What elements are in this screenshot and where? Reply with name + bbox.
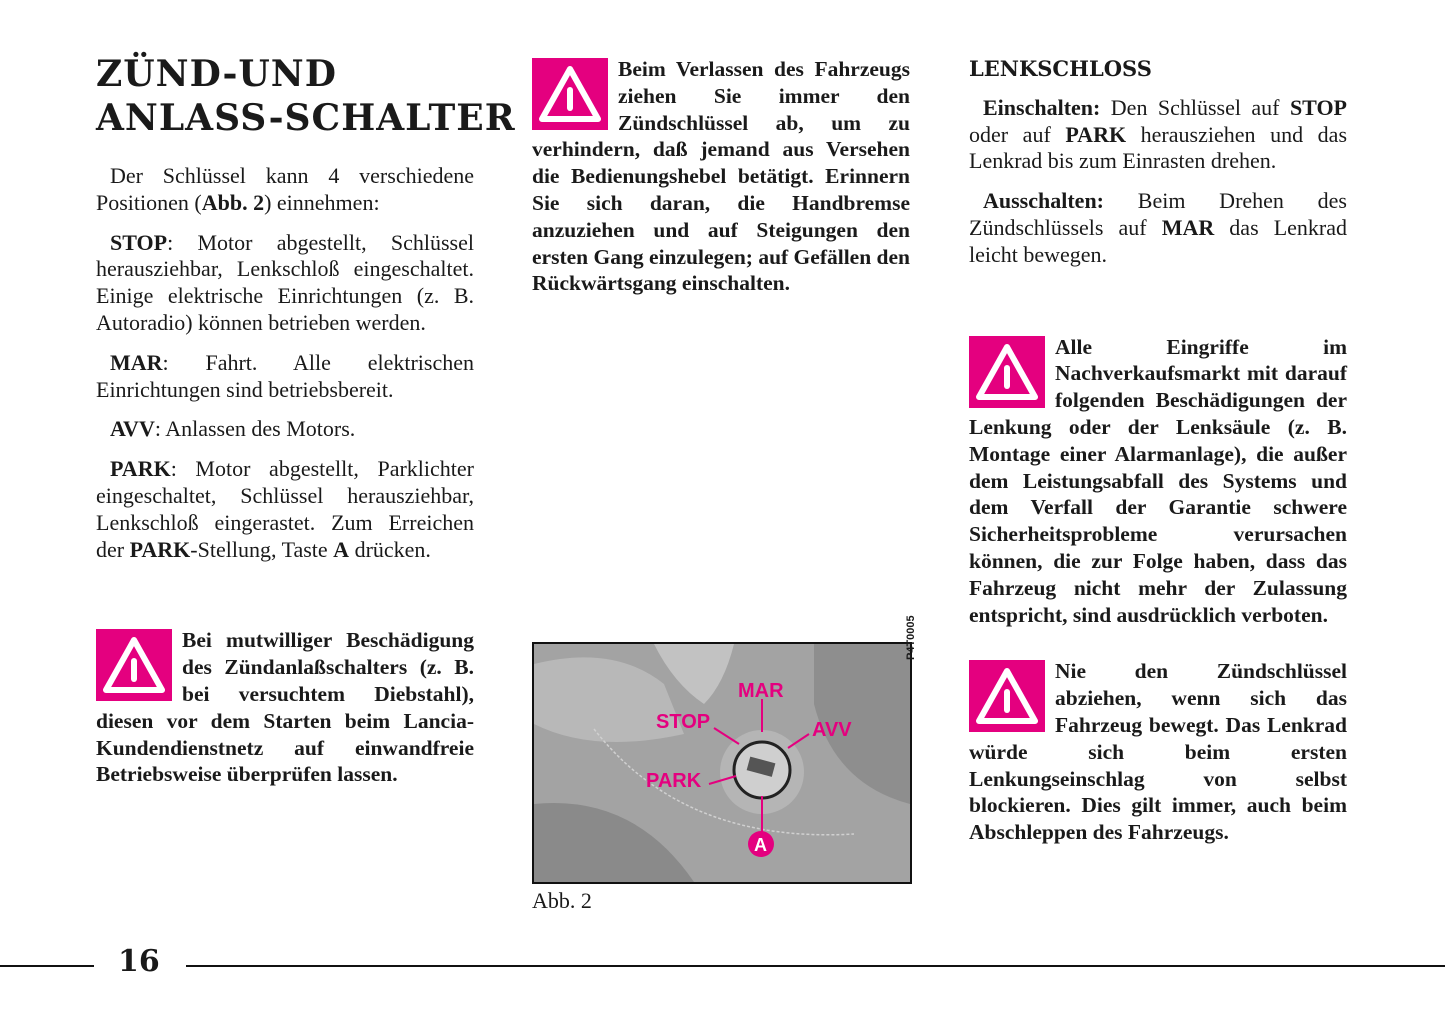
section-heading: LENKSCHLOSS: [969, 56, 1152, 81]
text-run: Abb. 2: [201, 189, 265, 215]
text-run: MAR: [1161, 214, 1215, 240]
figure-caption: Abb. 2: [532, 888, 592, 913]
page-number: 16: [118, 944, 160, 979]
text-run: STOP: [110, 229, 168, 255]
text-run: PARK: [1065, 121, 1127, 147]
warning-triangle-icon: [969, 336, 1045, 408]
text-run: das Lenkrad leicht bewegen.: [969, 214, 1348, 267]
text-run: Einschalten:: [983, 94, 1101, 120]
text-run: STOP: [1289, 94, 1347, 120]
label-mar: MAR: [738, 680, 784, 702]
text-run: drücken.: [349, 536, 431, 562]
title-line: ANLASS-SCHALTER: [96, 97, 516, 139]
figure-code: P4T0005: [905, 615, 917, 660]
title-line: ZÜND-UND: [96, 53, 337, 95]
column-1: [96, 0, 474, 788]
stop-paragraph: [96, 230, 474, 337]
text-run: MAR: [110, 349, 163, 375]
ignition-illustration: [534, 644, 910, 882]
text-run: A: [333, 536, 350, 562]
label-park: PARK: [646, 770, 702, 792]
column-3: [969, 0, 1347, 846]
warning-text: Beim Verlassen des Fahrzeugs ziehen Sie immer den Zündschlüssel ab, um zu verhindern, daß jemand aus Versehen die Bedienungshebel betätigt. Erinnern Sie sich daran, die Handbremse anzuziehen und auf Steigungen den ersten Gang einzulegen; auf Gefällen den Rückwärtsgang einschalten.: [532, 57, 911, 296]
ignition-switch-figure: [532, 642, 912, 884]
label-a: A: [754, 835, 767, 855]
text-run: AVV: [110, 416, 155, 442]
text-run: : Motor abgestellt, Parklichter eingeschaltet, Schlüssel herausziehbar, Lenkschloß eingerastet. Zum Erreichen der: [96, 456, 474, 562]
warning-text: Nie den Zündschlüssel abziehen, wenn sich das Fahrzeug bewegt. Das Lenkrad würde sich beim ersten Lenkungseinschlag von selbst blockieren. Dies gilt immer, auch beim Abschleppen des Fahrzeugs.: [969, 659, 1347, 845]
text-run: Beim Drehen des Zündschlüssels auf: [969, 188, 1347, 240]
footer-rule-left: [0, 965, 94, 967]
mar-paragraph: [96, 350, 474, 404]
warning-box: [532, 56, 910, 297]
warning-box: [969, 658, 1347, 846]
text-run: Den Schlüssel auf: [1100, 94, 1290, 120]
text-run: ) einnehmen:: [264, 189, 380, 215]
warning-triangle-icon: [969, 660, 1045, 732]
avv-paragraph: [96, 416, 474, 443]
warning-text: Bei mutwilliger Beschädigung des Zündanlaßschalters (z. B. bei versuchtem Diebstahl), diesen vor dem Starten beim Lancia-Kundendienstnetz auf einwandfreie Betriebsweise überprüfen lassen.: [96, 628, 474, 787]
label-stop: STOP: [656, 711, 711, 733]
text-run: PARK: [110, 456, 171, 482]
column-2: [532, 0, 910, 297]
label-avv: AVV: [812, 719, 852, 741]
warning-box: [96, 627, 474, 788]
text-run: oder auf: [969, 121, 1066, 147]
warning-box: [969, 334, 1347, 629]
warning-triangle-icon: [532, 58, 608, 130]
text-run: : Anlassen des Motors.: [154, 416, 356, 442]
footer-rule-right: [186, 965, 1445, 967]
text-run: : Fahrt. Alle elektrischen Einrichtungen sind betriebsbereit.: [96, 349, 474, 402]
text-run: Ausschalten:: [983, 188, 1105, 214]
park-paragraph: [96, 456, 474, 563]
lock-off-paragraph: [969, 188, 1347, 268]
text-run: PARK: [129, 536, 191, 562]
text-run: herausziehen und das Lenkrad bis zum Einrasten drehen.: [969, 121, 1347, 174]
lock-on-paragraph: [969, 95, 1347, 175]
intro-paragraph: [96, 163, 474, 217]
warning-triangle-icon: [96, 629, 172, 701]
warning-text: Alle Eingriffe im Nachverkaufsmarkt mit darauf folgenden Beschädigungen der Lenkung oder der Lenksäule (z. B. Montage einer Alarmanlage), die außer dem Leistungsabfall des Systems und dem Verfall der Garantie schwere Sicherheitsprobleme verursachen können, die zur Folge haben, dass das Fahrzeug nicht mehr der Zulassung entspricht, sind ausdrücklich verboten.: [969, 334, 1347, 627]
text-run: -Stellung, Taste: [190, 536, 334, 562]
text-run: Der Schlüssel kann 4 verschiedene Positionen (: [96, 163, 474, 215]
text-run: : Motor abgestellt, Schlüssel herausziehbar, Lenkschloß eingeschaltet. Einige elektrische Einrichtungen (z. B. Autoradio) können betrieben werden.: [96, 229, 474, 335]
